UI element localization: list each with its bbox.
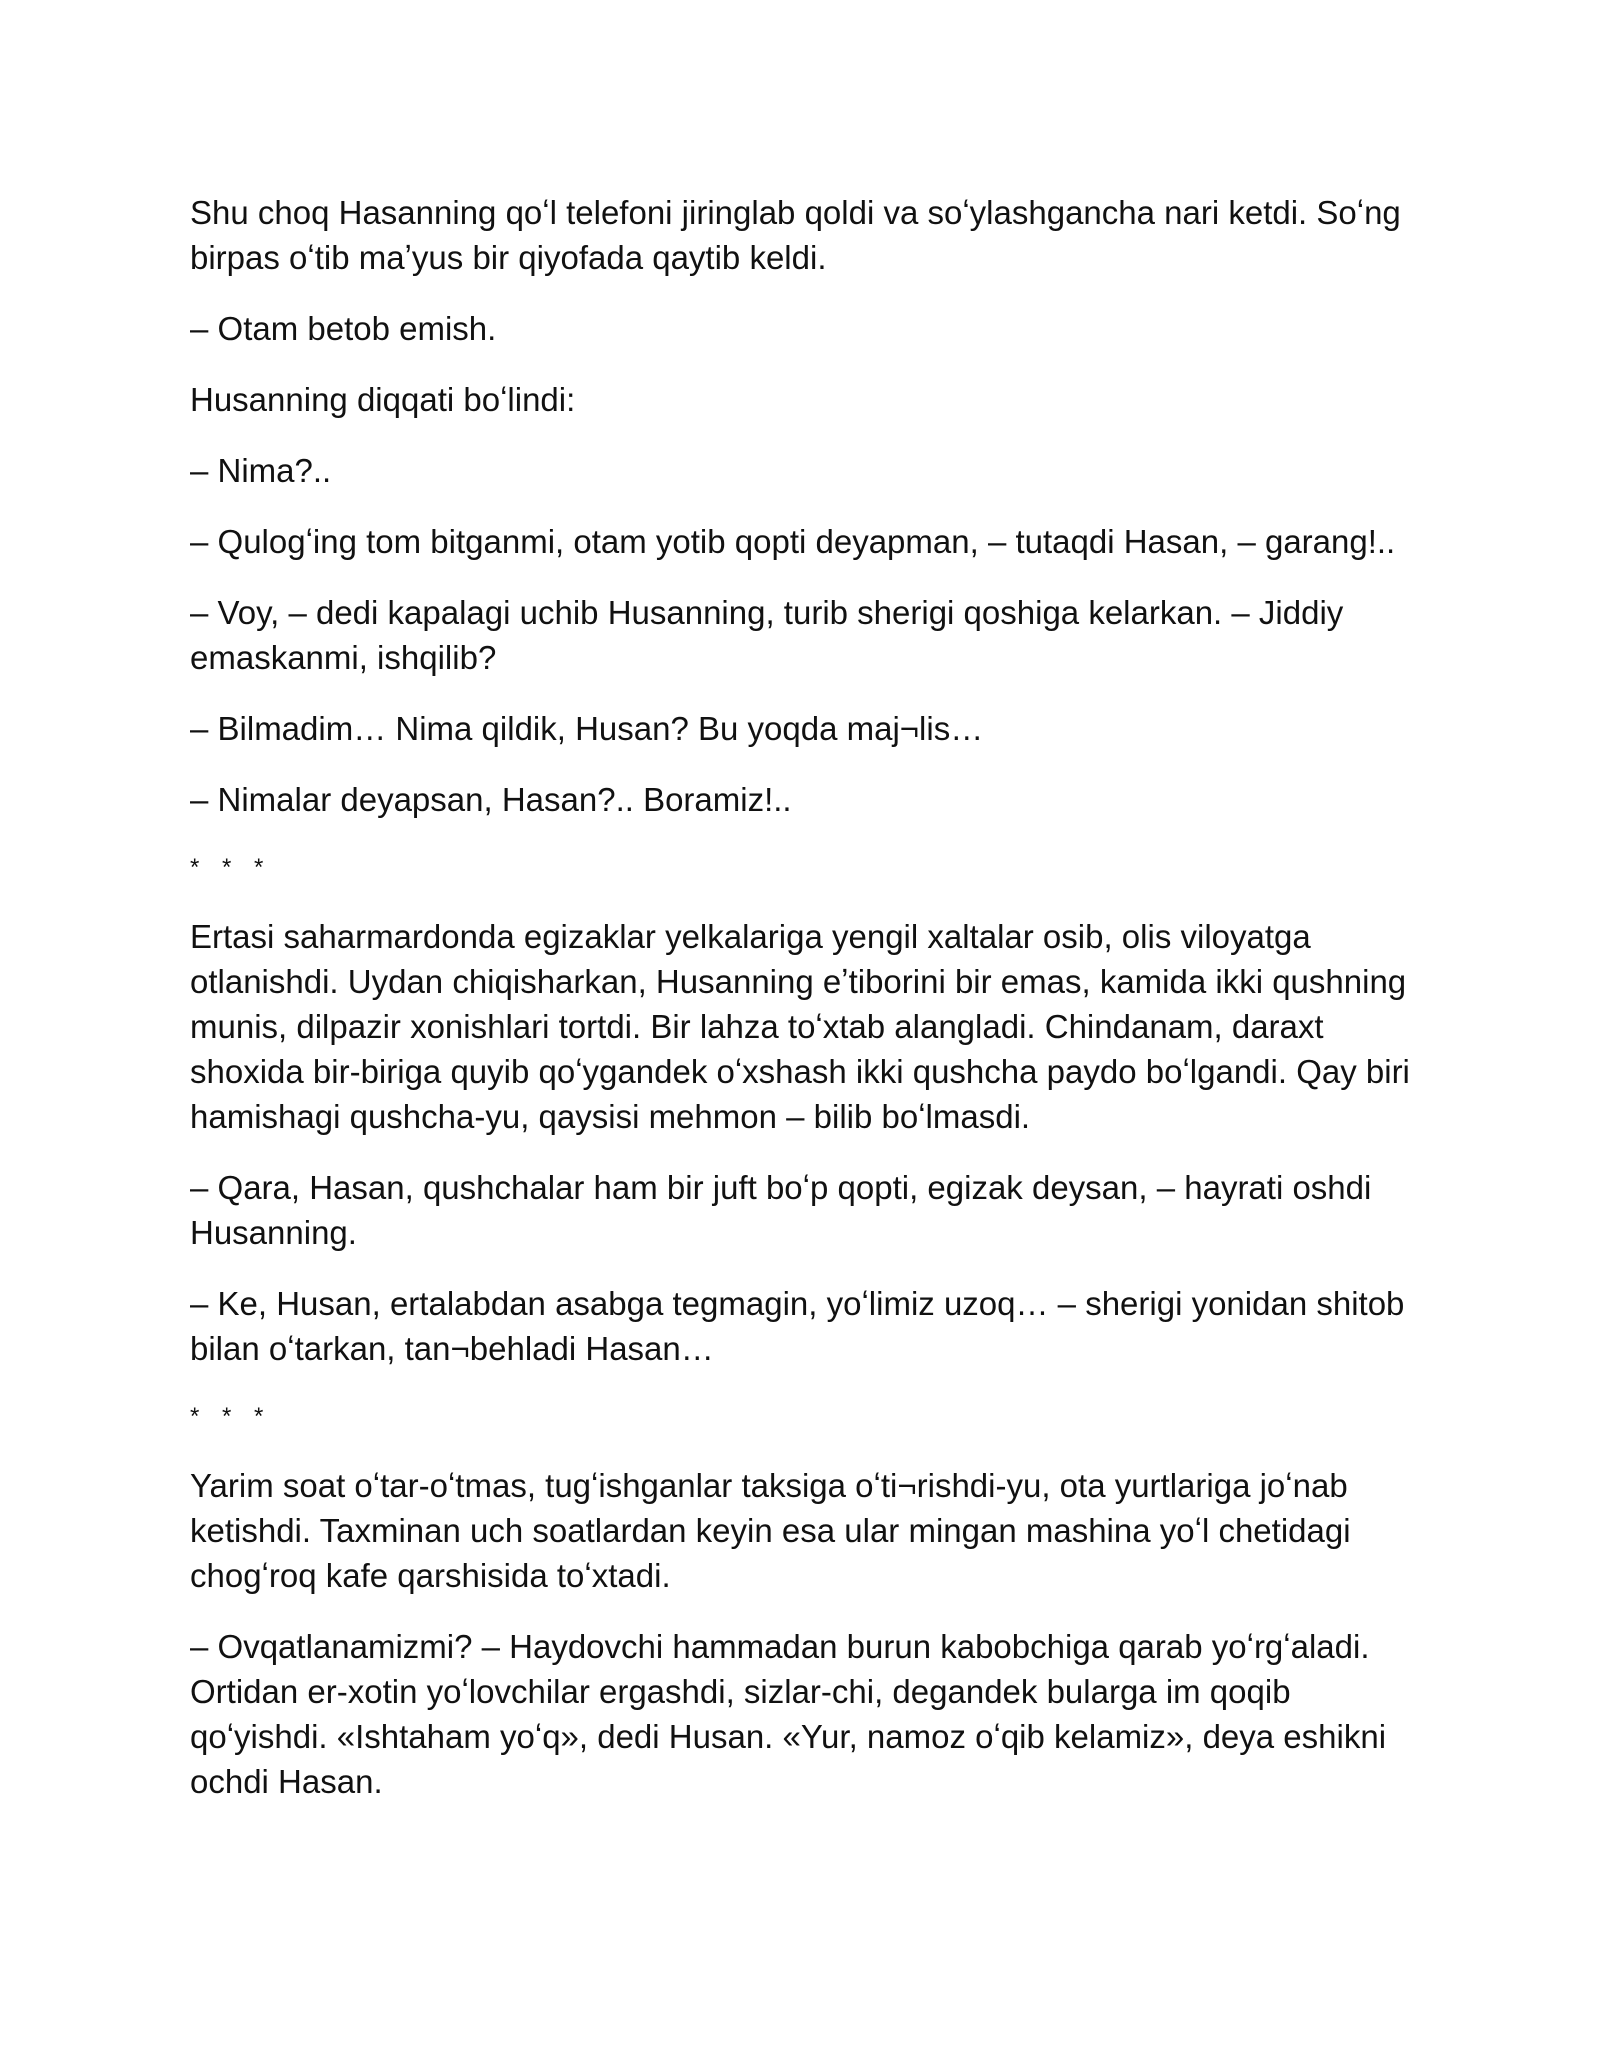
paragraph-10: – Qara, Hasan, qushchalar ham bir juft boʻp qopti, egizak deysan, – hayrati oshdi Husanning. <box>190 1169 1372 1251</box>
paragraph-6: – Voy, – dedi kapalagi uchib Husanning, turib sherigi qoshiga kelarkan. – Jiddiy emaskanmi, ishqilib? <box>190 594 1344 676</box>
paragraph-12: Yarim soat oʻtar-oʻtmas, tugʻishganlar taksiga oʻti¬rishdi-yu, ota yurtlariga joʻnab ketishdi. Taxminan uch soatlardan keyin esa ular mingan mashina yoʻl chetidagi chogʻroq kafe qarshisida toʻxtadi. <box>190 1467 1351 1594</box>
paragraph-7: – Bilmadim… Nima qildik, Husan? Bu yoqda maj¬lis… <box>190 710 984 747</box>
paragraph-5: – Qulogʻing tom bitganmi, otam yotib qopti deyapman, – tutaqdi Hasan, – garang!.. <box>190 523 1396 560</box>
document-page <box>190 190 1435 1830</box>
paragraph-9: Ertasi saharmardonda egizaklar yelkalariga yengil xaltalar osib, olis viloyatga otlanishdi. Uydan chiqisharkan, Husanning eʼtiborini bir emas, kamida ikki qushning munis, dilpazir xonishlari tortdi. Bir lahza toʻxtab alangladi. Chindanam, daraxt shoxida bir-biriga quyib qoʻygandek oʻxshash ikki qushcha paydo boʻlgandi. Qay biri hamishagi qushcha-yu, qaysisi mehmon – bilib boʻlmasdi. <box>190 918 1410 1135</box>
paragraph-4: – Nima?.. <box>190 452 332 489</box>
paragraph-3: Husanning diqqati boʻlindi: <box>190 381 576 418</box>
paragraph-8: – Nimalar deyapsan, Hasan?.. Boramiz!.. <box>190 781 792 818</box>
paragraph-1: Shu choq Hasanning qoʻl telefoni jiringlab qoldi va soʻylashgancha nari ketdi. Soʻng birpas oʻtib maʼyus bir qiyofada qaytib keldi. <box>190 194 1401 276</box>
paragraph-11: – Ke, Husan, ertalabdan asabga tegmagin, yoʻlimiz uzoq… – sherigi yonidan shitob bilan oʻtarkan, tan¬behladi Hasan… <box>190 1285 1405 1367</box>
paragraph-13: – Ovqatlanamizmi? – Haydovchi hammadan burun kabobchiga qarab yoʻrgʻaladi. Ortidan er-xotin yoʻlovchilar ergashdi, sizlar-chi, degandek bularga im qoqib qoʻyishdi. «Ishtaham yoʻq», dedi Husan. «Yur, namoz oʻqib kelamiz», deya eshikni ochdi Hasan. <box>190 1628 1387 1800</box>
section-separator: * * * <box>190 1403 272 1430</box>
section-separator: * * * <box>190 854 272 881</box>
paragraph-2: – Otam betob emish. <box>190 310 497 347</box>
